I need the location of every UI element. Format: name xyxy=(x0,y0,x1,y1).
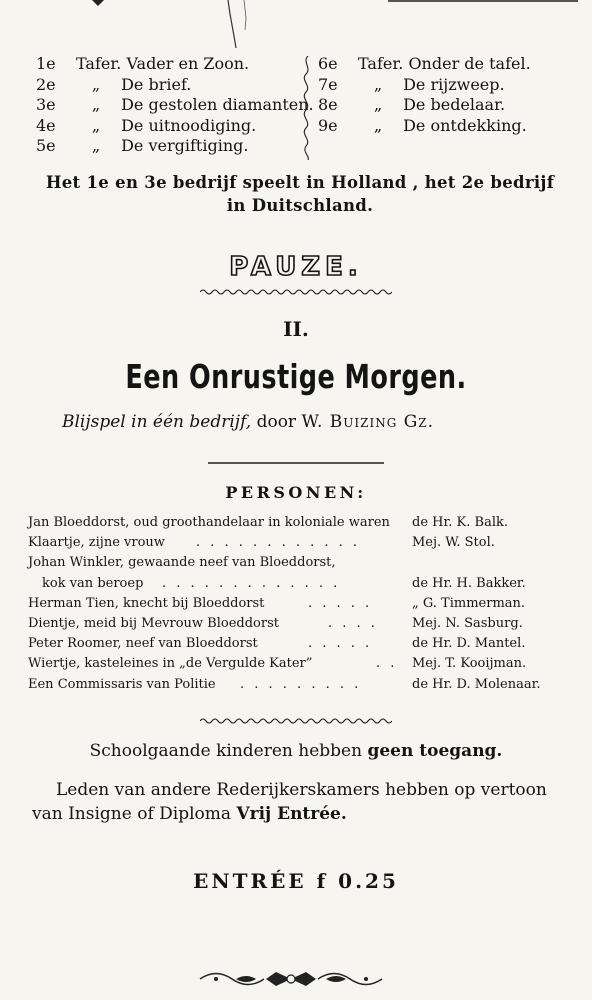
tableau-number: 8e xyxy=(318,95,338,114)
role-name: Herman Tien, knecht bij Bloeddorst xyxy=(28,595,265,611)
tableau-row xyxy=(318,75,578,96)
tableau-title: De rijzweep. xyxy=(403,74,505,94)
tableau-label: Tafer. xyxy=(358,54,404,73)
role-name: Johan Winkler, gewaande neef van Bloeddorst, xyxy=(28,555,336,571)
cast-row xyxy=(28,634,576,654)
actor-name: Mej. N. Sasburg. xyxy=(412,615,523,631)
tableau-row xyxy=(36,136,298,157)
leader-dots: . . . . xyxy=(328,615,378,631)
actor-name: Mej. T. Kooijman. xyxy=(412,656,527,672)
notice-text: Leden van andere Rederijkerskamers hebben op vertoon xyxy=(56,780,547,800)
tableau-number: 1e xyxy=(36,54,56,73)
ditto-mark: „ xyxy=(373,95,383,114)
role-name: Wiertje, kasteleines in „de Vergulde Kater” xyxy=(28,656,313,672)
ditto-mark: „ xyxy=(91,115,101,135)
acts-location-note xyxy=(30,171,570,217)
acts-note-line: in Duitschland. xyxy=(226,196,374,215)
actor-name: de Hr. H. Bakker. xyxy=(412,575,526,591)
cast-heading: PERSONEN: xyxy=(225,483,367,502)
actor-name: Mej. W. Stol. xyxy=(412,535,495,551)
column-brace xyxy=(300,56,314,160)
tableau-title: Vader en Zoon. xyxy=(126,54,250,73)
play-title: Een Onrustige Morgen. xyxy=(125,357,467,396)
tableau-number: 9e xyxy=(318,115,338,135)
cast-row xyxy=(28,513,576,533)
cast-row xyxy=(28,553,576,573)
wavy-divider xyxy=(200,717,392,725)
notice-line xyxy=(32,802,586,826)
notice-emphasis: Vrij Entrée. xyxy=(236,804,347,824)
tableau-title: De bedelaar. xyxy=(403,95,506,114)
cast-list xyxy=(28,513,576,695)
tableau-title: De gestolen diamanten. xyxy=(121,95,314,114)
tableau-number: 2e xyxy=(36,74,56,94)
ditto-mark: „ xyxy=(91,95,101,114)
tableau-row xyxy=(36,116,298,137)
notice-emphasis: geen toegang. xyxy=(367,741,503,761)
leader-dots: . . . . . . . . . xyxy=(240,676,362,692)
play-genre: Blijspel in één bedrijf, xyxy=(62,412,252,432)
leader-dots: . . xyxy=(376,656,398,672)
play-subtitle xyxy=(62,412,562,432)
tableau-number: 6e xyxy=(318,54,338,73)
role-name: Jan Bloeddorst, oud groothandelaar in koloniale waren xyxy=(28,515,390,530)
play-author: W. Buizing Gz. xyxy=(301,412,435,432)
tableau-row xyxy=(36,54,298,75)
ditto-mark: „ xyxy=(91,136,101,155)
tableau-row xyxy=(36,75,298,96)
actor-name: de Hr. D. Molenaar. xyxy=(412,676,541,692)
tableau-label: Tafer. xyxy=(76,54,122,73)
actor-name: de Hr. D. Mantel. xyxy=(412,636,526,652)
tableau-title: De brief. xyxy=(121,74,192,94)
part-number: II. xyxy=(283,317,309,341)
leader-dots: . . . . . . . . . . . . . xyxy=(162,575,341,591)
tableau-row xyxy=(318,116,578,137)
actor-name: „ G. Timmerman. xyxy=(412,595,526,611)
ditto-mark: „ xyxy=(91,74,101,94)
notice-text: Schoolgaande kinderen hebben xyxy=(89,741,363,761)
tableaux-column-left xyxy=(36,54,314,157)
cast-row xyxy=(28,654,576,674)
torn-top-edge xyxy=(0,0,592,50)
tableau-number: 7e xyxy=(318,74,338,94)
tableau-title: Onder de tafel. xyxy=(408,54,531,73)
tableau-row xyxy=(318,54,578,75)
cast-row xyxy=(28,675,576,695)
ditto-mark: „ xyxy=(373,74,383,94)
role-name: kok van beroep xyxy=(42,575,144,591)
cast-row xyxy=(28,533,576,553)
actor-name: de Hr. K. Balk. xyxy=(412,515,508,530)
cast-row xyxy=(28,614,576,634)
ditto-mark: „ xyxy=(373,115,383,135)
acts-note-line: Het 1e en 3e bedrijf speelt in Holland , het 2e bedrijf xyxy=(45,173,555,192)
by-word: door xyxy=(256,412,297,432)
tableau-title: De uitnoodiging. xyxy=(121,115,257,135)
tableau-number: 4e xyxy=(36,115,56,135)
wavy-divider xyxy=(200,288,392,296)
tableau-number: 5e xyxy=(36,136,56,155)
role-name: Een Commissaris van Politie xyxy=(28,676,216,692)
leader-dots: . . . . . xyxy=(308,636,373,652)
cast-row xyxy=(28,594,576,614)
leader-dots: . . . . . . . . . . . . xyxy=(196,535,361,551)
role-name: Peter Roomer, neef van Bloeddorst xyxy=(28,636,258,652)
tableau-row xyxy=(318,95,578,116)
leader-dots: . . . . . xyxy=(308,595,373,611)
members-notice xyxy=(32,778,586,826)
tableau-title: De ontdekking. xyxy=(403,115,527,135)
divider-line xyxy=(208,461,384,465)
tableau-number: 3e xyxy=(36,95,56,114)
tableaux-column-right xyxy=(318,54,578,136)
cast-row xyxy=(28,574,576,594)
tableaux-list xyxy=(36,54,576,164)
intermission-heading: PAUZE. xyxy=(229,252,363,282)
tableau-row xyxy=(36,95,314,116)
admission-price: ENTRÉE f 0.25 xyxy=(193,869,399,893)
notice-text: van Insigne of Diploma xyxy=(32,804,232,824)
role-name: Dientje, meid bij Mevrouw Bloeddorst xyxy=(28,615,279,631)
role-name: Klaartje, zijne vrouw xyxy=(28,535,165,551)
decorative-ornament xyxy=(196,964,386,994)
tableau-title: De vergiftiging. xyxy=(121,136,249,155)
children-notice xyxy=(0,741,592,761)
